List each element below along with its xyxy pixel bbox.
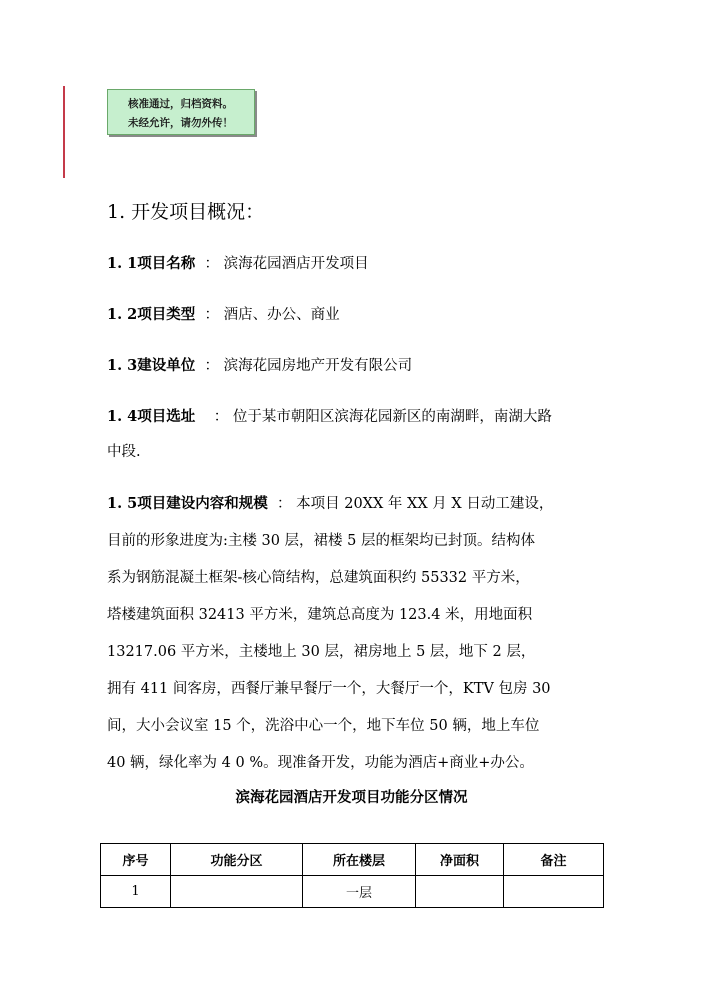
item-value: 酒店、办公、商业 <box>223 307 340 323</box>
header-cell: 功能分区 <box>171 844 303 876</box>
item-label: 1. 4项目选址 <box>107 408 196 425</box>
header-cell: 备注 <box>504 844 604 876</box>
header-cell: 净面积 <box>416 844 504 876</box>
item-project-type <box>107 303 340 324</box>
item-separator: ： <box>204 358 219 374</box>
item-value: 滨海花园房地产开发有限公司 <box>223 358 413 374</box>
table-caption: 滨海花园酒店开发项目功能分区情况 <box>235 789 468 806</box>
item-location <box>107 405 552 426</box>
item-separator: ： <box>204 307 219 323</box>
header-cell: 所在楼层 <box>303 844 416 876</box>
item-label: 1. 1项目名称 <box>107 255 196 272</box>
scope-line: 13217.06 平方米，主楼地上 30 层，裙房地上 5 层，地下 2 层， <box>107 644 536 660</box>
item-separator: ： <box>213 409 229 425</box>
table-cell <box>416 876 504 908</box>
table-cell: 1 <box>101 876 171 908</box>
function-zone-table <box>100 843 604 908</box>
scope-line: 本项目 20XX 年 XX 月 X 日动工建设， <box>296 496 554 512</box>
margin-rule <box>63 86 65 178</box>
item-label: 1. 3建设单位 <box>107 357 196 374</box>
stamp-line-1: 核准通过，归档资料。 <box>128 98 233 110</box>
header-cell: 序号 <box>101 844 171 876</box>
scope-line: 系为钢筋混凝土框架-核心筒结构，总建筑面积约 55332 平方米， <box>107 570 530 586</box>
scope-line: 塔楼建筑面积 32413 平方米，建筑总高度为 123.4 米，用地面积 <box>107 607 533 623</box>
scope-line: 拥有 411 间客房，西餐厅兼早餐厅一个，大餐厅一个，KTV 包房 30 <box>107 681 551 697</box>
section-heading: 1. 开发项目概况： <box>107 201 265 223</box>
scope-line: 40 辆，绿化率为 4 0 %。现准备开发，功能为酒店+商业+办公。 <box>107 755 534 771</box>
scope-separator: ： <box>277 496 292 512</box>
scope-first-line <box>107 492 553 513</box>
table-row <box>101 876 604 908</box>
item-value: 滨海花园酒店开发项目 <box>223 256 369 272</box>
item-separator: ： <box>204 256 219 272</box>
item-label: 1. 2项目类型 <box>107 306 196 323</box>
item-value: 位于某市朝阳区滨海花园新区的南湖畔，南湖大路 <box>232 409 552 425</box>
item-location-cont: 中段. <box>107 444 141 460</box>
table-header-row <box>101 844 604 876</box>
table-cell <box>171 876 303 908</box>
table-cell <box>504 876 604 908</box>
scope-line: 间，大小会议室 15 个，洗浴中心一个，地下车位 50 辆，地上车位 <box>107 718 540 734</box>
item-developer <box>107 354 412 375</box>
scope-label: 1. 5项目建设内容和规模 <box>107 495 268 512</box>
scope-line: 目前的形象进度为:主楼 30 层，裙楼 5 层的框架均已封顶。结构体 <box>107 533 535 549</box>
table-cell: 一层 <box>303 876 416 908</box>
approval-stamp <box>107 89 255 135</box>
item-project-name <box>107 252 369 273</box>
stamp-line-2: 未经允许，请勿外传！ <box>128 117 233 129</box>
